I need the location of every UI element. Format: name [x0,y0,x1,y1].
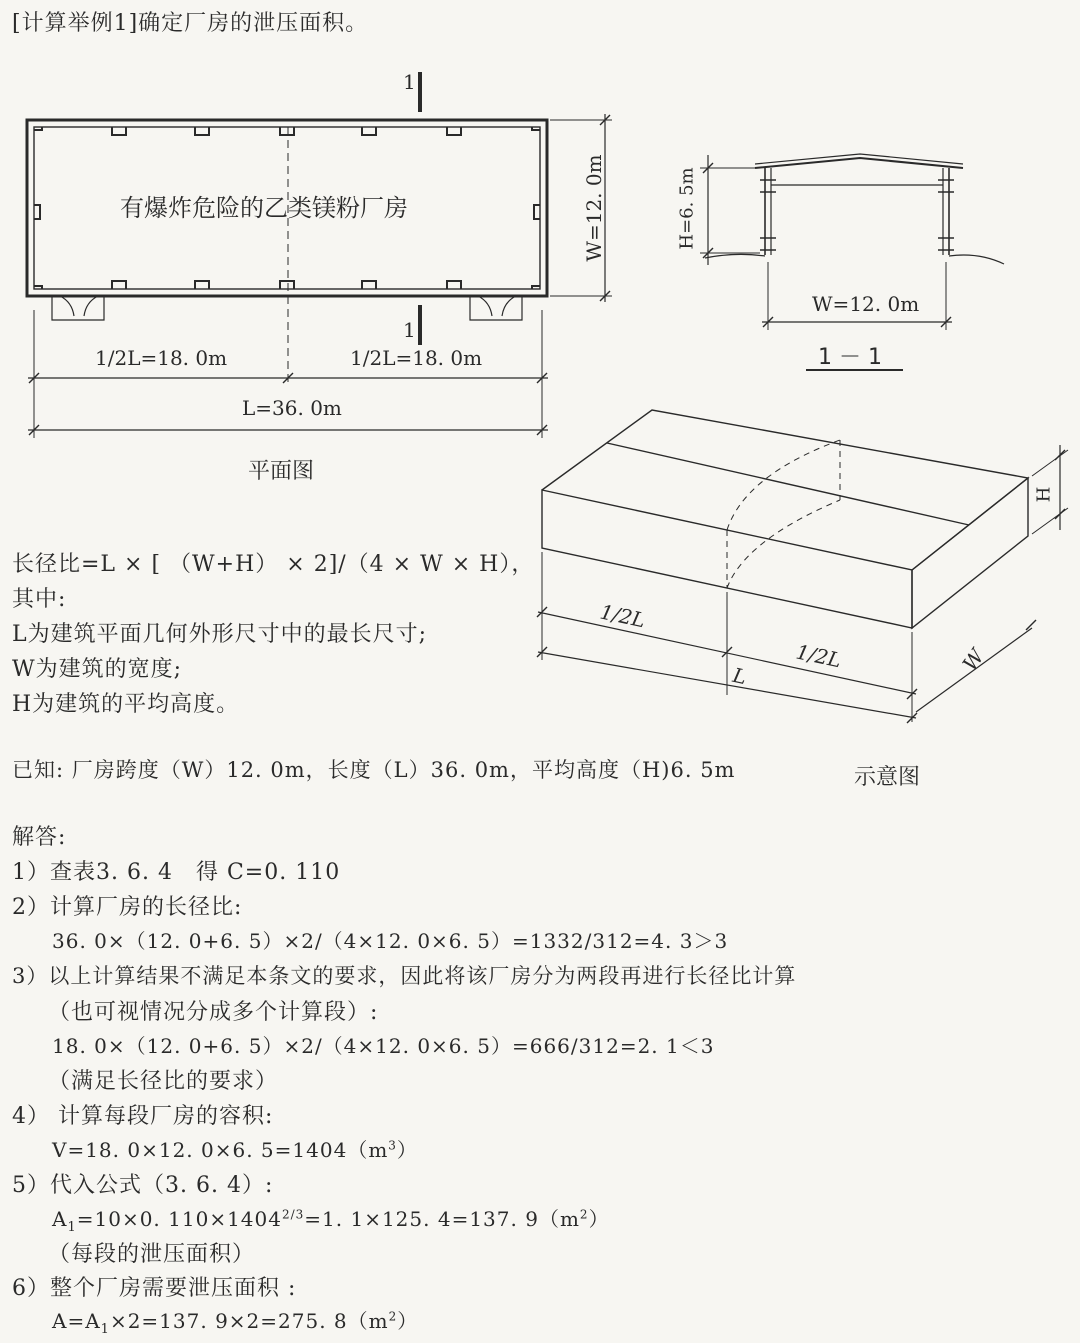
step-1: 1）查表3. 6. 4 得 C=0. 110 [12,860,341,885]
step-5-calc-end: ） [588,1207,610,1231]
section-mark-bottom: 1 [403,318,416,342]
iso-length: L [730,662,749,690]
plan-view [27,72,612,438]
step-5-calc-a: A [52,1207,68,1231]
step-4-calc [52,1134,418,1163]
plan-total-dim: L=36. 0m [242,396,342,420]
iso-height: H [1033,486,1055,503]
section-view [700,154,1004,370]
step-6-calc-exp: 2 [388,1309,398,1324]
answer-heading: 解答: [12,825,67,850]
section-mark-top: 1 [403,70,416,94]
plan-room-label: 有爆炸危险的乙类镁粉厂房 [120,194,408,222]
iso-half-left: 1/2L [598,599,648,633]
step-2-calc: 36. 0×（12. 0+6. 5）×2/（4×12. 0×6. 5）=1332/312=4. 3＞3 [52,929,729,953]
step-4-calc-exp: 3 [388,1138,397,1153]
step-5-calc-exp2: 2 [579,1207,589,1222]
plan-half-right-dim: 1/2L=18. 0m [350,346,483,370]
step-5-note: （每段的泄压面积） [48,1242,256,1267]
step-5-calc-exp: 2/3 [281,1207,305,1222]
iso-caption: 示意图 [854,765,921,790]
step-3-result: （满足长径比的要求） [48,1069,279,1094]
known-line: 已知: 厂房跨度（W）12. 0m，长度（L）36. 0m，平均高度（H)6. 5m [12,758,736,782]
plan-width-dim: W=12. 0m [582,154,606,262]
formula-line-5: H为建筑的平均高度。 [12,692,240,717]
iso-view [537,410,1068,723]
iso-half-right: 1/2L [794,639,844,673]
step-3: 3）以上计算结果不满足本条文的要求，因此将该厂房分为两段再进行长径比计算 [12,964,797,988]
formula-line-4: W为建筑的宽度; [12,657,183,682]
section-width-dim: W=12. 0m [812,292,920,316]
step-4: 4） 计算每段厂房的容积: [12,1104,274,1129]
step-6-calc-end: ） [397,1309,419,1333]
step-5-calc-rest: =1. 1×125. 4=137. 9（m [304,1207,580,1231]
step-5-calc-sub: 1 [67,1220,77,1235]
step-6-calc [52,1305,418,1337]
step-6-calc-main: ×2=137. 9×2=275. 8（m [109,1309,389,1333]
step-6-calc-sub: 1 [100,1322,110,1337]
step-6: 6）整个厂房需要泄压面积 : [12,1276,297,1301]
section-caption: 1 － 1 [818,345,882,370]
iso-width: W [957,644,990,676]
step-6-calc-a: A=A [52,1309,101,1333]
formula-line-1: 长径比=L × [ （W+H） × 2]/（4 × W × H）， [12,552,535,577]
step-3-note: （也可视情况分成多个计算段）: [48,1000,379,1025]
step-4-calc-main: V=18. 0×12. 0×6. 5=1404（m [52,1138,389,1162]
step-5-calc [52,1203,610,1235]
step-2: 2）计算厂房的长径比: [12,895,243,920]
formula-line-2: 其中: [12,587,67,612]
step-4-calc-end: ） [396,1138,418,1162]
formula-line-3: L为建筑平面几何外形尺寸中的最长尺寸; [12,622,428,647]
step-5: 5）代入公式（3. 6. 4）: [12,1173,274,1198]
step-5-calc-main: =10×0. 110×1404 [76,1207,282,1231]
section-height-dim: H=6. 5m [676,167,698,250]
step-3-calc: 18. 0×（12. 0+6. 5）×2/（4×12. 0×6. 5）=666/312=2. 1＜3 [52,1034,715,1058]
page-title: [计算举例1]确定厂房的泄压面积。 [12,11,369,36]
plan-caption: 平面图 [248,459,315,484]
plan-half-left-dim: 1/2L=18. 0m [95,346,228,370]
